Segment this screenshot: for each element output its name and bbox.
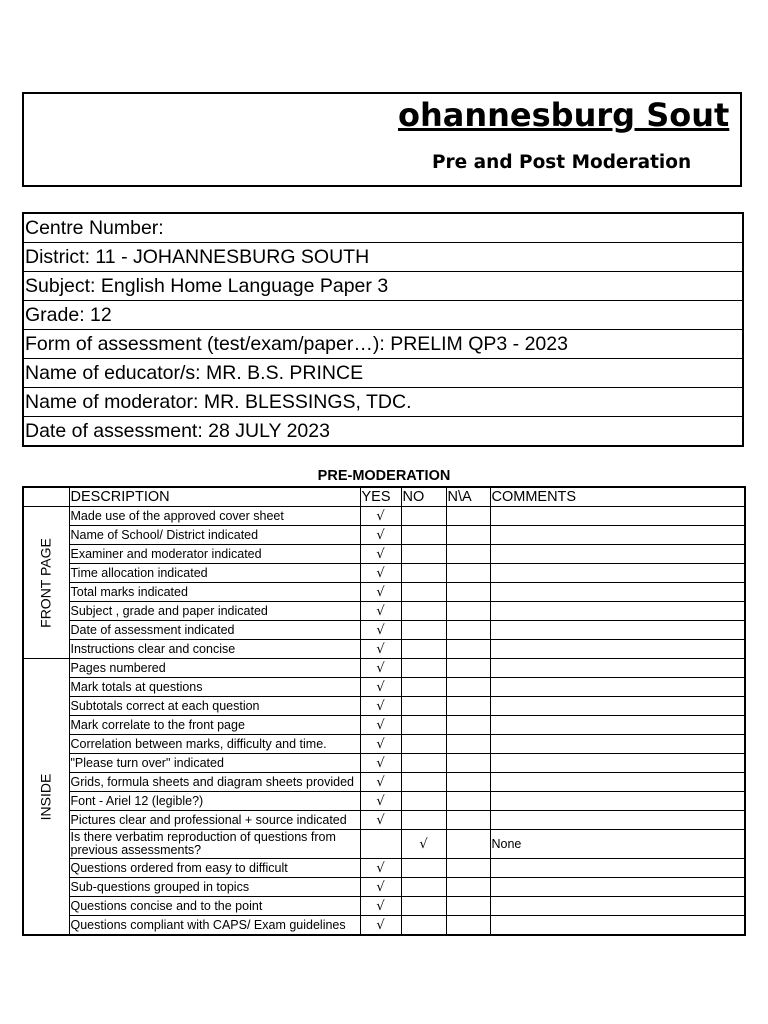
header-blank-cell — [23, 487, 69, 507]
header-box — [22, 92, 742, 187]
comment-cell — [490, 792, 745, 811]
checklist-description: Subtotals correct at each question — [69, 697, 360, 716]
no-mark — [401, 897, 446, 916]
comment-cell — [490, 583, 745, 602]
checklist-row — [23, 507, 745, 526]
header-na: N\A — [446, 487, 490, 507]
checklist-description: Time allocation indicated — [69, 564, 360, 583]
checklist-row — [23, 526, 745, 545]
na-mark — [446, 792, 490, 811]
no-mark — [401, 678, 446, 697]
checklist-description: Is there verbatim reproduction of questions from previous assessments? — [69, 830, 360, 859]
no-mark — [401, 621, 446, 640]
yes-mark: √ — [360, 792, 401, 811]
yes-mark: √ — [360, 878, 401, 897]
comment-cell — [490, 697, 745, 716]
checklist-description: Pictures clear and professional + source indicated — [69, 811, 360, 830]
info-row-text: Date of assessment: 28 JULY 2023 — [23, 417, 743, 447]
no-mark — [401, 716, 446, 735]
comment-cell — [490, 716, 745, 735]
no-mark — [401, 526, 446, 545]
checklist-row — [23, 602, 745, 621]
checklist-row — [23, 583, 745, 602]
no-mark — [401, 811, 446, 830]
checklist-row — [23, 859, 745, 878]
comment-cell — [490, 773, 745, 792]
yes-mark: √ — [360, 659, 401, 678]
comment-cell — [490, 735, 745, 754]
na-mark — [446, 859, 490, 878]
header-yes: YES — [360, 487, 401, 507]
comment-cell — [490, 897, 745, 916]
na-mark — [446, 697, 490, 716]
no-mark — [401, 640, 446, 659]
checklist-description: Correlation between marks, difficulty and time. — [69, 735, 360, 754]
no-mark — [401, 754, 446, 773]
info-row-text: Name of educator/s: MR. B.S. PRINCE — [23, 359, 743, 388]
no-mark — [401, 697, 446, 716]
na-mark — [446, 735, 490, 754]
checklist-description: Sub-questions grouped in topics — [69, 878, 360, 897]
no-mark — [401, 583, 446, 602]
na-mark — [446, 811, 490, 830]
yes-mark: √ — [360, 602, 401, 621]
checklist-description: Grids, formula sheets and diagram sheets provided — [69, 773, 360, 792]
na-mark — [446, 830, 490, 859]
section-inside-cell — [23, 659, 69, 936]
yes-mark: √ — [360, 526, 401, 545]
checklist-description: Questions compliant with CAPS/ Exam guidelines — [69, 916, 360, 936]
no-mark — [401, 659, 446, 678]
checklist-description: Total marks indicated — [69, 583, 360, 602]
info-row — [23, 417, 743, 447]
checklist-row — [23, 811, 745, 830]
comment-cell — [490, 507, 745, 526]
header-description: DESCRIPTION — [69, 487, 360, 507]
yes-mark: √ — [360, 507, 401, 526]
na-mark — [446, 878, 490, 897]
checklist-row — [23, 640, 745, 659]
checklist-description: Mark totals at questions — [69, 678, 360, 697]
checklist-description: Questions ordered from easy to difficult — [69, 859, 360, 878]
yes-mark: √ — [360, 773, 401, 792]
info-row-text: Form of assessment (test/exam/paper…): PRELIM QP3 - 2023 — [23, 330, 743, 359]
section-label: INSIDE — [37, 773, 54, 820]
comment-cell — [490, 916, 745, 936]
no-mark — [401, 735, 446, 754]
info-row-text: Name of moderator: MR. BLESSINGS, TDC. — [23, 388, 743, 417]
comment-cell — [490, 659, 745, 678]
checklist-row — [23, 735, 745, 754]
checklist-row — [23, 916, 745, 936]
header-comments: COMMENTS — [490, 487, 745, 507]
checklist-row — [23, 678, 745, 697]
info-row-text: Subject: English Home Language Paper 3 — [23, 272, 743, 301]
yes-mark: √ — [360, 697, 401, 716]
yes-mark: √ — [360, 621, 401, 640]
info-row-text: Centre Number: — [23, 213, 743, 243]
info-row — [23, 243, 743, 272]
yes-mark: √ — [360, 583, 401, 602]
header-no: NO — [401, 487, 446, 507]
checklist-row — [23, 754, 745, 773]
checklist-description: Questions concise and to the point — [69, 897, 360, 916]
info-row — [23, 272, 743, 301]
comment-cell — [490, 878, 745, 897]
yes-mark: √ — [360, 811, 401, 830]
section-label: FRONT PAGE — [37, 537, 54, 628]
na-mark — [446, 659, 490, 678]
info-row — [23, 359, 743, 388]
yes-mark: √ — [360, 640, 401, 659]
na-mark — [446, 773, 490, 792]
document-subtitle: Pre and Post Moderation — [432, 152, 692, 173]
checklist-description: Subject , grade and paper indicated — [69, 602, 360, 621]
no-mark — [401, 859, 446, 878]
yes-mark: √ — [360, 716, 401, 735]
checklist-description: "Please turn over" indicated — [69, 754, 360, 773]
na-mark — [446, 564, 490, 583]
checklist-description: Instructions clear and concise — [69, 640, 360, 659]
comment-cell — [490, 621, 745, 640]
checklist-row — [23, 878, 745, 897]
document-title: ohannesburg Sout — [398, 96, 730, 134]
yes-mark: √ — [360, 916, 401, 936]
checklist-description: Font - Ariel 12 (legible?) — [69, 792, 360, 811]
section-front-page-cell — [23, 507, 69, 659]
yes-mark: √ — [360, 545, 401, 564]
no-mark — [401, 773, 446, 792]
yes-mark: √ — [360, 897, 401, 916]
comment-cell — [490, 811, 745, 830]
na-mark — [446, 507, 490, 526]
checklist-description: Made use of the approved cover sheet — [69, 507, 360, 526]
no-mark — [401, 564, 446, 583]
na-mark — [446, 716, 490, 735]
info-row — [23, 330, 743, 359]
yes-mark: √ — [360, 735, 401, 754]
na-mark — [446, 602, 490, 621]
pre-moderation-table — [22, 486, 746, 936]
checklist-row — [23, 621, 745, 640]
comment-cell: None — [490, 830, 745, 859]
no-mark: √ — [401, 830, 446, 859]
na-mark — [446, 640, 490, 659]
comment-cell — [490, 564, 745, 583]
comment-cell — [490, 602, 745, 621]
checklist-row — [23, 659, 745, 678]
checklist-row — [23, 545, 745, 564]
na-mark — [446, 526, 490, 545]
info-row — [23, 301, 743, 330]
no-mark — [401, 878, 446, 897]
yes-mark — [360, 830, 401, 859]
checklist-description: Examiner and moderator indicated — [69, 545, 360, 564]
info-row-text: District: 11 - JOHANNESBURG SOUTH — [23, 243, 743, 272]
info-row — [23, 213, 743, 243]
comment-cell — [490, 754, 745, 773]
checklist-row — [23, 792, 745, 811]
na-mark — [446, 583, 490, 602]
checklist-description: Name of School/ District indicated — [69, 526, 360, 545]
no-mark — [401, 916, 446, 936]
na-mark — [446, 621, 490, 640]
yes-mark: √ — [360, 678, 401, 697]
comment-cell — [490, 526, 745, 545]
na-mark — [446, 916, 490, 936]
comment-cell — [490, 678, 745, 697]
no-mark — [401, 792, 446, 811]
checklist-description: Pages numbered — [69, 659, 360, 678]
checklist-row — [23, 897, 745, 916]
yes-mark: √ — [360, 754, 401, 773]
no-mark — [401, 507, 446, 526]
comment-cell — [490, 859, 745, 878]
no-mark — [401, 545, 446, 564]
checklist-description: Date of assessment indicated — [69, 621, 360, 640]
checklist-description: Mark correlate to the front page — [69, 716, 360, 735]
checklist-row — [23, 830, 745, 859]
na-mark — [446, 897, 490, 916]
yes-mark: √ — [360, 564, 401, 583]
info-row-text: Grade: 12 — [23, 301, 743, 330]
checklist-row — [23, 716, 745, 735]
pre-moderation-title: PRE-MODERATION — [317, 468, 451, 484]
no-mark — [401, 602, 446, 621]
assessment-info-table — [22, 212, 744, 447]
comment-cell — [490, 640, 745, 659]
info-row — [23, 388, 743, 417]
na-mark — [446, 754, 490, 773]
comment-cell — [490, 545, 745, 564]
na-mark — [446, 678, 490, 697]
checklist-row — [23, 697, 745, 716]
table-header-row — [23, 487, 745, 507]
checklist-row — [23, 773, 745, 792]
checklist-row — [23, 564, 745, 583]
na-mark — [446, 545, 490, 564]
yes-mark: √ — [360, 859, 401, 878]
